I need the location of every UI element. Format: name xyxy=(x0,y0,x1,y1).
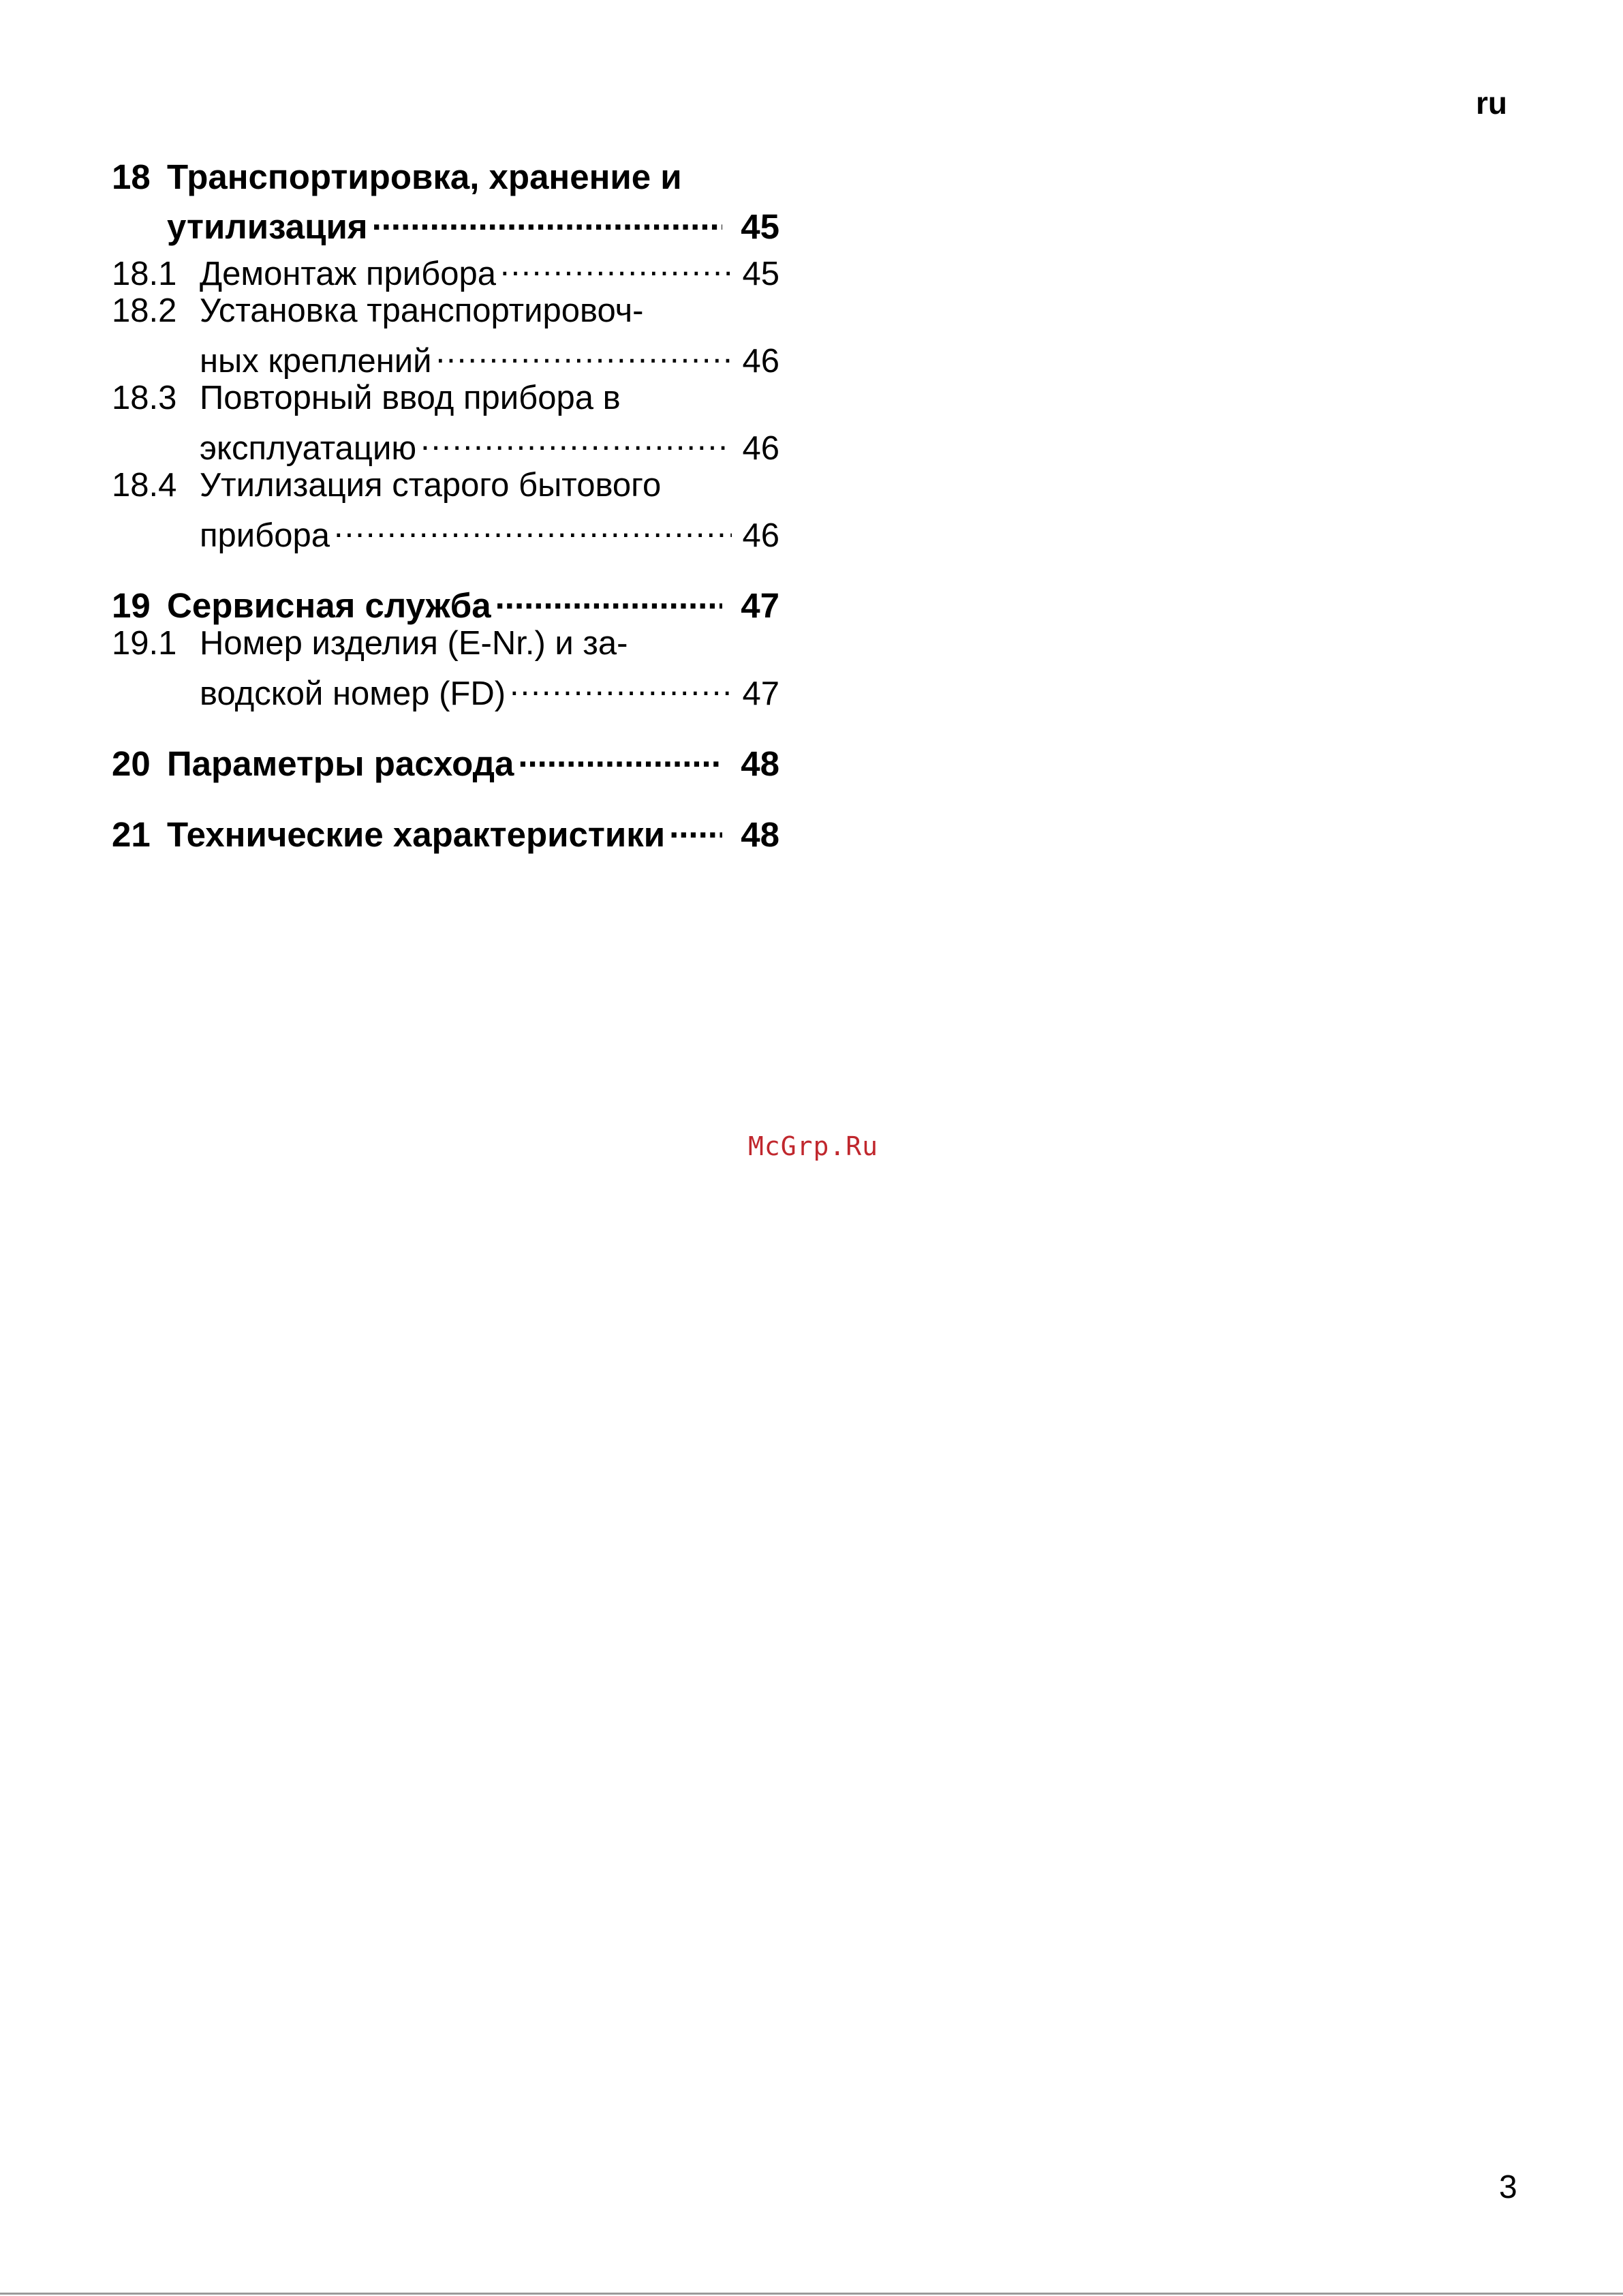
dot-leader xyxy=(372,198,722,239)
dot-leader xyxy=(510,664,732,705)
dot-leader xyxy=(436,331,732,372)
section-number: 18.2 xyxy=(112,292,177,329)
dot-leader xyxy=(334,506,732,547)
page-reference: 47 xyxy=(742,675,779,712)
page-reference: 48 xyxy=(741,815,779,854)
watermark: McGrp.Ru xyxy=(748,1131,879,1161)
dot-leader xyxy=(495,577,722,617)
section-title: Установка транспортировоч- xyxy=(200,292,644,329)
dot-leader xyxy=(500,244,732,285)
section-number: 18.1 xyxy=(112,256,177,292)
toc-section-18-3[interactable] xyxy=(112,378,779,467)
chapter-title: Сервисная служба xyxy=(167,586,491,625)
section-title: Утилизация старого бытового xyxy=(200,467,662,504)
bottom-divider xyxy=(0,2293,1623,2295)
page-reference: 45 xyxy=(742,256,779,292)
section-title-continued: водской номер (FD) xyxy=(200,675,506,712)
toc-chapter-19[interactable] xyxy=(112,577,779,625)
page-reference: 46 xyxy=(742,343,779,380)
section-number: 18.3 xyxy=(112,380,177,416)
toc-section-18-4[interactable] xyxy=(112,465,779,554)
page-reference: 46 xyxy=(742,430,779,467)
section-title-continued: ных креплений xyxy=(200,343,432,380)
toc-section-19-1[interactable] xyxy=(112,623,779,712)
chapter-number: 19 xyxy=(112,586,151,625)
chapter-number: 21 xyxy=(112,815,151,854)
chapter-title-continued: утилизация xyxy=(167,207,368,246)
toc-chapter-21[interactable] xyxy=(112,806,779,854)
language-tag: ru xyxy=(1476,85,1507,121)
dot-leader xyxy=(669,806,722,846)
chapter-title: Параметры расхода xyxy=(167,744,514,783)
section-title-continued: эксплуатацию xyxy=(200,430,417,467)
toc-section-18-2[interactable] xyxy=(112,290,779,380)
page-reference: 48 xyxy=(741,744,779,783)
dot-leader xyxy=(420,418,732,459)
chapter-number: 20 xyxy=(112,744,151,783)
page-number: 3 xyxy=(1499,2169,1517,2205)
section-title: Демонтаж прибора xyxy=(200,256,496,292)
section-title: Номер изделия (E-Nr.) и за- xyxy=(200,625,628,662)
page-reference: 45 xyxy=(741,207,779,246)
page-reference: 46 xyxy=(742,517,779,554)
toc-chapter-20[interactable] xyxy=(112,735,779,783)
chapter-title: Транспортировка, хранение и xyxy=(167,157,682,196)
toc-chapter-18[interactable] xyxy=(112,157,779,246)
section-number: 18.4 xyxy=(112,467,177,504)
toc-section-18-1[interactable] xyxy=(112,244,779,292)
section-title-continued: прибора xyxy=(200,517,330,554)
page-reference: 47 xyxy=(741,586,779,625)
chapter-title: Технические характеристики xyxy=(167,815,666,854)
chapter-number: 18 xyxy=(112,157,151,196)
table-of-contents xyxy=(112,157,779,854)
section-title: Повторный ввод прибора в xyxy=(200,380,621,416)
dot-leader xyxy=(518,735,722,776)
section-number: 19.1 xyxy=(112,625,177,662)
